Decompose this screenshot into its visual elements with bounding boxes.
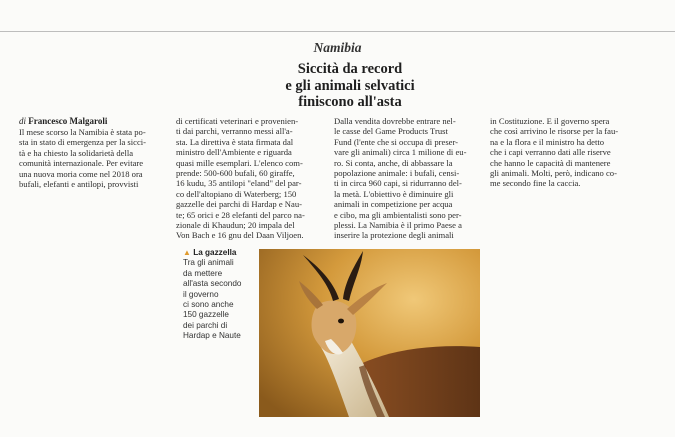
text-line: che così arrivino le risorse per la fau- [490,126,619,137]
text-line: bufali, elefanti e antilopi, provvisti [19,179,139,190]
text-line: Il mese scorso la Namibia è stata po- [19,127,146,137]
byline-prefix: di [19,116,27,126]
gazelle-photo [259,249,480,417]
text-line: ministro dell'Ambiente e riguarda [176,147,292,158]
photo-caption [183,248,255,342]
text-line: gli animali. Molti, però, indicano co- [490,168,617,179]
text-line: na e la flora e il ministro ha detto [490,136,605,147]
caption-line: 150 gazzelle [183,310,229,320]
caption-line: all'asta secondo [183,279,242,289]
text-line: le casse del Game Products Trust [334,126,448,137]
column-2 [176,116,325,241]
text-line: sta in stato di emergenza per la sicci- [19,137,147,148]
text-line: me secondo fine la caccia. [490,178,581,189]
triangle-marker-icon: ▲ [183,248,191,257]
text-line: Fund (l'ente che si occupa di preser- [334,136,459,147]
text-line: che i capi verranno dati alle riserve [490,147,611,158]
text-line: Von Bach e 16 gnu del Daan Viljoen. [176,230,304,241]
text-line: tà e ha chiesto la solidarietà della [19,147,134,158]
text-line: gazzelle dei parchi di Hardap e Nau- [176,199,302,210]
section-kicker: Namibia [313,40,362,55]
caption-title-row [183,248,255,258]
column-4 [490,116,657,189]
text-line: la metà. L'obiettivo è diminuire gli [334,188,454,199]
text-line: zionale di Khaudun; 20 impala del [176,220,295,231]
gazelle-eye [338,319,344,324]
text-line: quasi mille esemplari. L'elenco com- [176,157,303,168]
byline [19,116,107,126]
caption-line: ci sono anche [183,300,234,310]
top-rule [0,31,675,32]
text-line: prende: 500-600 bufali, 60 giraffe, [176,168,295,179]
text-line: e cibo, ma gli ambientalisti sono per- [334,209,462,220]
headline-line: finiscono all'asta [298,94,402,110]
caption-title: La gazzella [193,248,237,257]
text-line: sta. La direttiva è stata firmata dal [176,136,294,147]
text-line: in Costituzione. E il governo spera [490,116,610,126]
text-line: che hanno le capacità di mantenere [490,157,611,168]
headline [230,61,470,111]
caption-line: Tra gli animali [183,258,234,268]
caption-line: il governo [183,289,219,299]
text-line: ro. Si conta, anche, di abbassare la [334,157,453,168]
author-name: Francesco Malgaroli [28,116,108,126]
text-line: ti dai parchi, verranno messi all'a- [176,126,293,137]
caption-line: dei parchi di [183,320,228,330]
gazelle-illustration [259,249,480,417]
headline-line: Siccità da record [297,61,403,77]
text-line: 16 kudu, 35 antilopi "eland" del par- [176,178,302,189]
text-line: co dell'altopiano di Waterberg; 150 [176,188,297,199]
text-line: Dalla vendita dovrebbe entrare nel- [334,116,456,126]
text-line: plessi. La Namibia è il primo Paese a [334,220,462,231]
text-line: vare gli animali) circa 1 milione di eu- [334,147,467,158]
text-line: te; 65 orici e 28 elefanti del parco na- [176,209,305,220]
column-3 [334,116,482,241]
text-line: comunità internazionale. Per evitare [19,158,144,169]
text-line: popolazione animale: i bufali, censi- [334,168,460,179]
text-line: di certificati veterinari e provenien- [176,116,299,126]
text-line: una nuova moria come nel 2018 ora [19,168,143,179]
caption-line: Hardap e Naute [183,331,241,341]
headline-line: e gli animali selvatici [285,77,415,94]
text-line: inserire la protezione degli animali [334,230,454,241]
text-line: ti in circa 960 capi, si ridurranno del- [334,178,462,189]
caption-line: da mettere [183,268,223,278]
text-line: animali in competizione per acqua [334,199,453,210]
column-1 [19,127,167,189]
